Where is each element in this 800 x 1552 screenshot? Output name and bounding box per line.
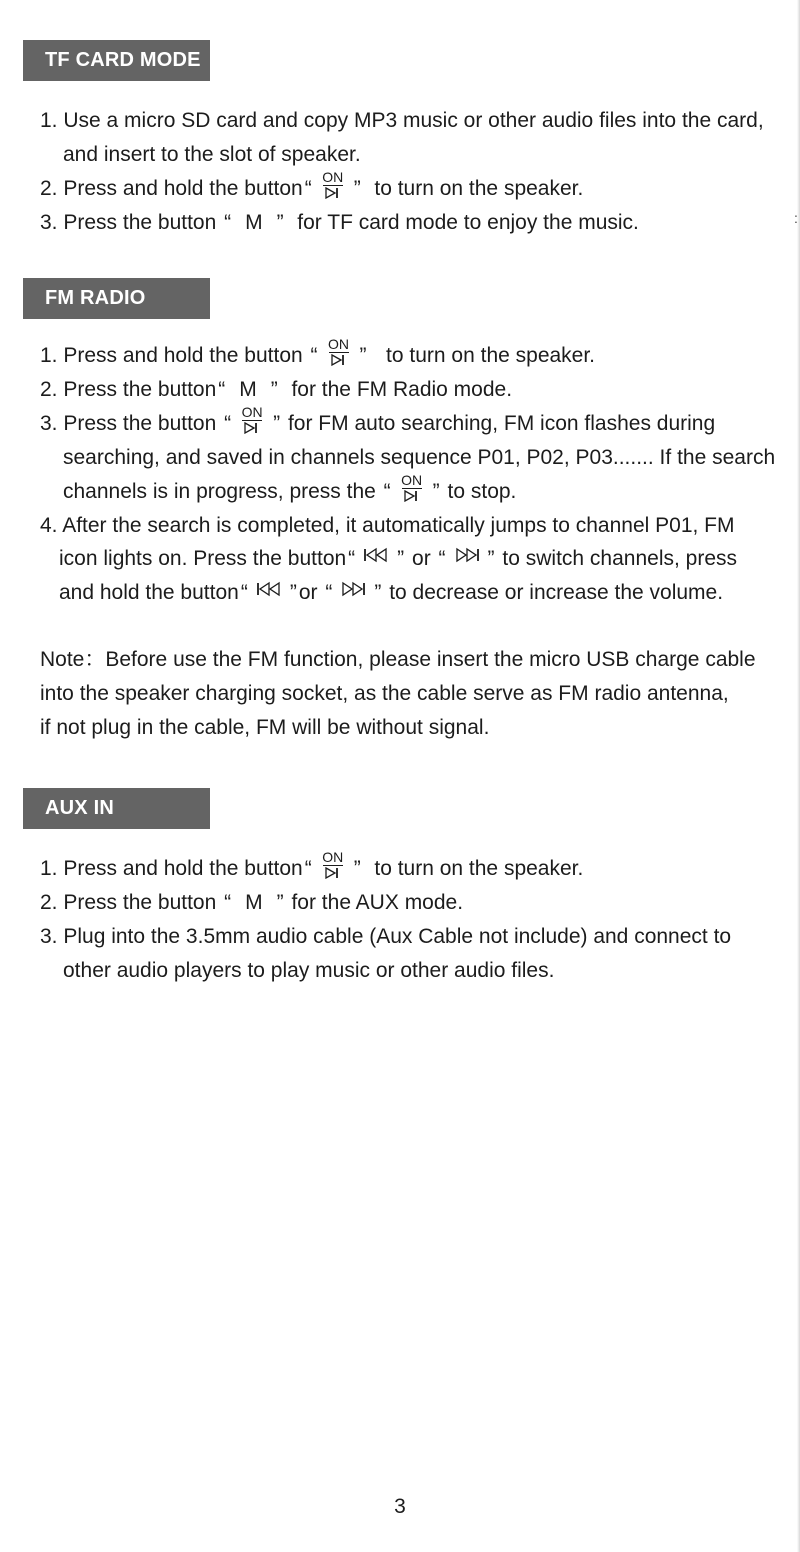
previous-track-icon	[363, 540, 389, 574]
m-key-label: M	[245, 211, 263, 234]
close-quote: ”	[359, 344, 367, 367]
close-quote: ”	[374, 581, 382, 604]
open-quote: “	[224, 211, 232, 234]
fm-step-3-cont-2	[63, 472, 517, 509]
open-quote: “	[304, 857, 312, 880]
aux-step-2-text-b: for the AUX mode.	[291, 891, 464, 914]
fm-step-3-text-b: for FM auto searching, FM icon flashes during	[287, 412, 716, 435]
fm-radio-header: FM RADIO	[23, 278, 210, 319]
on-play-pause-icon	[324, 338, 354, 368]
fm-step-4-text-e: and hold the button	[59, 581, 239, 604]
fm-step-4-text-b: icon lights on. Press the button	[59, 547, 347, 570]
fm-step-4-text-g: to decrease or increase the volume.	[389, 581, 724, 604]
tf-card-mode-header: TF CARD MODE	[23, 40, 210, 81]
fm-step-4-text-c: or	[412, 547, 431, 570]
close-quote: ”	[276, 891, 284, 914]
close-quote: ”	[273, 412, 281, 435]
on-label: ON	[328, 336, 350, 353]
open-quote: “	[325, 581, 333, 604]
aux-step-1-text-a: 1. Press and hold the button	[40, 857, 303, 880]
margin-mark: :	[794, 210, 798, 226]
aux-step-2	[40, 886, 463, 920]
open-quote: “	[218, 378, 226, 401]
on-play-pause-icon	[397, 474, 427, 504]
fm-step-3-cont-1: searching, and saved in channels sequence P01, P02, P03....... If the search	[63, 446, 776, 469]
aux-step-3-cont: other audio players to play music or other audio files.	[63, 959, 555, 982]
on-play-pause-icon	[318, 851, 348, 881]
close-quote: ”	[289, 581, 297, 604]
fm-step-1-text-a: 1. Press and hold the button	[40, 344, 303, 367]
fm-step-2	[40, 373, 512, 407]
on-play-pause-icon	[318, 171, 348, 201]
note-line-1: Note：Before use the FM function, please insert the micro USB charge cable	[40, 648, 756, 671]
aux-step-1-text-b: to turn on the speaker.	[374, 857, 584, 880]
note-line-2: into the speaker charging socket, as the cable serve as FM radio antenna,	[40, 682, 729, 705]
open-quote: “	[310, 344, 318, 367]
open-quote: “	[224, 412, 232, 435]
tf-step-3	[40, 206, 639, 240]
previous-track-icon	[256, 574, 282, 608]
close-quote: ”	[353, 177, 361, 200]
close-quote: ”	[270, 378, 278, 401]
on-label: ON	[322, 169, 344, 186]
fm-step-4-cont-2	[59, 576, 723, 610]
aux-in-header: AUX IN	[23, 788, 210, 829]
aux-step-3: 3. Plug into the 3.5mm audio cable (Aux Cable not include) and connect to	[40, 925, 732, 948]
tf-step-2-text-a: 2. Press and hold the button	[40, 177, 303, 200]
fm-step-3-text-d: channels is in progress, press the	[63, 480, 376, 503]
on-play-pause-icon	[237, 406, 267, 436]
on-label: ON	[322, 849, 344, 866]
next-track-icon	[340, 574, 366, 608]
m-key-label: M	[239, 378, 257, 401]
fm-step-3	[40, 404, 716, 441]
on-label: ON	[401, 472, 423, 489]
fm-step-4-text-d: to switch channels, press	[502, 547, 737, 570]
aux-step-1	[40, 849, 584, 886]
close-quote: ”	[487, 547, 495, 570]
open-quote: “	[304, 177, 312, 200]
close-quote: ”	[353, 857, 361, 880]
tf-step-3-text-a: 3. Press the button	[40, 211, 217, 234]
on-label: ON	[241, 404, 263, 421]
page-number: 3	[394, 1495, 406, 1518]
close-quote: ”	[397, 547, 405, 570]
fm-step-3-text-a: 3. Press the button	[40, 412, 217, 435]
m-key-label: M	[245, 891, 263, 914]
tf-step-3-text-b: for TF card mode to enjoy the music.	[297, 211, 639, 234]
tf-step-1: 1. Use a micro SD card and copy MP3 music or other audio files into the card,	[40, 109, 764, 132]
note-line-3: if not plug in the cable, FM will be without signal.	[40, 716, 490, 739]
close-quote: ”	[276, 211, 284, 234]
open-quote: “	[224, 891, 232, 914]
fm-step-1-text-b: to turn on the speaker.	[386, 344, 596, 367]
open-quote: “	[438, 547, 446, 570]
fm-step-2-text-a: 2. Press the button	[40, 378, 217, 401]
fm-step-1	[40, 336, 596, 373]
open-quote: “	[240, 581, 248, 604]
tf-step-1-cont: and insert to the slot of speaker.	[63, 143, 361, 166]
fm-step-3-text-e: to stop.	[447, 480, 517, 503]
fm-step-4-text-f: or	[298, 581, 318, 604]
next-track-icon	[454, 540, 480, 574]
aux-step-2-text-a: 2. Press the button	[40, 891, 217, 914]
open-quote: “	[383, 480, 391, 503]
open-quote: “	[348, 547, 356, 570]
fm-step-2-text-b: for the FM Radio mode.	[291, 378, 513, 401]
fm-step-4-cont-1	[59, 542, 737, 576]
fm-step-4: 4. After the search is completed, it automatically jumps to channel P01, FM	[40, 514, 735, 537]
tf-step-2-text-b: to turn on the speaker.	[374, 177, 584, 200]
close-quote: ”	[432, 480, 440, 503]
tf-step-2	[40, 169, 584, 206]
